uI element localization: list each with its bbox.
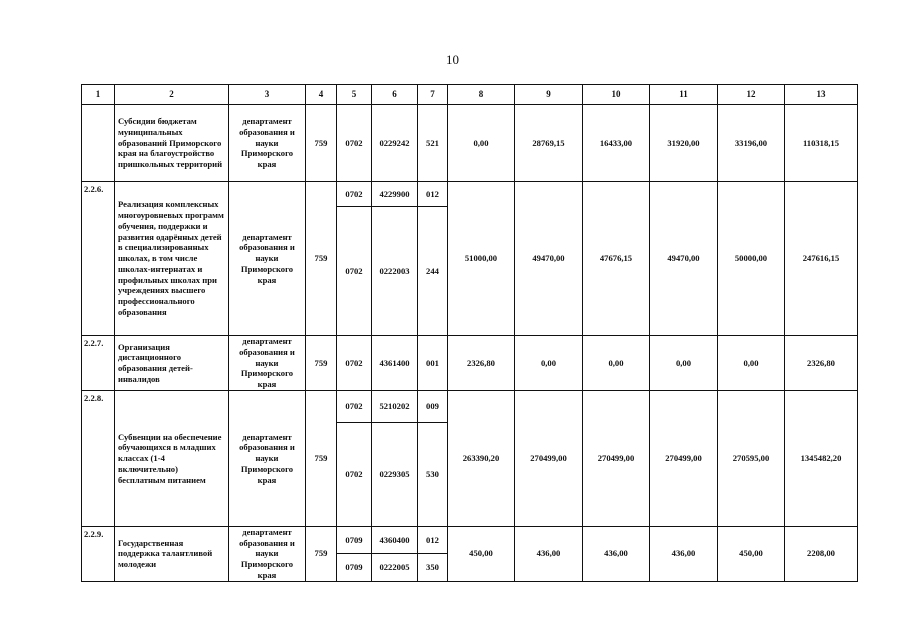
row-number: 2.2.8. bbox=[82, 391, 115, 527]
row-name: Государственная поддержка талантливой молодежи bbox=[115, 527, 229, 582]
row-department: департамент образования и науки Приморского края bbox=[229, 336, 306, 391]
row-name: Субсидии бюджетам муниципальных образований Приморского края на благоустройство пришкольных территорий bbox=[115, 105, 229, 182]
row-value-col10: 270499,00 bbox=[583, 391, 650, 527]
row-code-col4: 759 bbox=[306, 391, 337, 527]
row-name: Реализация комплексных многоуровневых программ обучения, поддержки и развития одарённых детей в специализированных школах, в том числе школах-интернатах и профильных школах при учреждениях высшего профессионального образования bbox=[115, 182, 229, 336]
row-value-col10: 47676,15 bbox=[583, 182, 650, 336]
budget-table bbox=[81, 84, 858, 582]
row-code-col5: 0702 bbox=[337, 182, 372, 207]
row-code-col4: 759 bbox=[306, 105, 337, 182]
row-code-col7: 012 bbox=[418, 182, 448, 207]
row-value-col13: 247616,15 bbox=[785, 182, 858, 336]
row-value-col8: 0,00 bbox=[448, 105, 515, 182]
page-number: 10 bbox=[446, 52, 459, 67]
row-code-col6: 0222005 bbox=[372, 554, 418, 581]
row-code-col6: 4229900 bbox=[372, 182, 418, 207]
row-department: департамент образования и науки Приморского края bbox=[229, 391, 306, 527]
row-code-col5: 0702 bbox=[337, 207, 372, 336]
column-header: 10 bbox=[583, 85, 650, 105]
column-header: 8 bbox=[448, 85, 515, 105]
column-header: 2 bbox=[115, 85, 229, 105]
row-code-col5: 0702 bbox=[337, 336, 372, 391]
column-header: 4 bbox=[306, 85, 337, 105]
row-number bbox=[82, 105, 115, 182]
row-value-col11: 31920,00 bbox=[650, 105, 718, 182]
row-code-col5: 0702 bbox=[337, 391, 372, 423]
row-value-col11: 0,00 bbox=[650, 336, 718, 391]
row-value-col12: 450,00 bbox=[718, 527, 785, 582]
row-number: 2.2.7. bbox=[82, 336, 115, 391]
row-value-col9: 28769,15 bbox=[515, 105, 583, 182]
column-header: 12 bbox=[718, 85, 785, 105]
row-code-col6: 4361400 bbox=[372, 336, 418, 391]
row-value-col12: 0,00 bbox=[718, 336, 785, 391]
table-row bbox=[82, 336, 858, 391]
row-code-col4: 759 bbox=[306, 336, 337, 391]
row-code-col7: 009 bbox=[418, 391, 448, 423]
row-code-col7: 350 bbox=[418, 554, 448, 581]
column-header: 7 bbox=[418, 85, 448, 105]
row-value-col8: 51000,00 bbox=[448, 182, 515, 336]
row-value-col9: 270499,00 bbox=[515, 391, 583, 527]
row-code-col6: 4360400 bbox=[372, 527, 418, 554]
column-header: 13 bbox=[785, 85, 858, 105]
row-code-col7: 012 bbox=[418, 527, 448, 554]
column-header: 5 bbox=[337, 85, 372, 105]
table-row bbox=[82, 391, 858, 423]
row-code-col5: 0709 bbox=[337, 527, 372, 554]
row-value-col9: 49470,00 bbox=[515, 182, 583, 336]
table-row bbox=[82, 527, 858, 554]
row-code-col5: 0702 bbox=[337, 423, 372, 527]
row-value-col12: 270595,00 bbox=[718, 391, 785, 527]
row-number: 2.2.6. bbox=[82, 182, 115, 336]
row-value-col13: 110318,15 bbox=[785, 105, 858, 182]
row-code-col7: 530 bbox=[418, 423, 448, 527]
row-department: департамент образования и науки Приморского края bbox=[229, 527, 306, 582]
row-code-col6: 0229305 bbox=[372, 423, 418, 527]
row-value-col8: 263390,20 bbox=[448, 391, 515, 527]
row-value-col10: 16433,00 bbox=[583, 105, 650, 182]
row-value-col8: 2326,80 bbox=[448, 336, 515, 391]
row-value-col9: 0,00 bbox=[515, 336, 583, 391]
row-value-col8: 450,00 bbox=[448, 527, 515, 582]
row-name: Субвенции на обеспечение обучающихся в младших классах (1-4 включительно) бесплатным питанием bbox=[115, 391, 229, 527]
row-value-col12: 50000,00 bbox=[718, 182, 785, 336]
row-value-col9: 436,00 bbox=[515, 527, 583, 582]
row-code-col4: 759 bbox=[306, 527, 337, 582]
row-code-col7: 001 bbox=[418, 336, 448, 391]
row-value-col10: 436,00 bbox=[583, 527, 650, 582]
row-code-col7: 244 bbox=[418, 207, 448, 336]
row-code-col5: 0709 bbox=[337, 554, 372, 581]
row-code-col6: 0222003 bbox=[372, 207, 418, 336]
table-row bbox=[82, 105, 858, 182]
row-department: департамент образования и науки Приморского края bbox=[229, 105, 306, 182]
table-row bbox=[82, 182, 858, 207]
row-value-col10: 0,00 bbox=[583, 336, 650, 391]
table-header-row bbox=[82, 85, 858, 105]
row-code-col6: 0229242 bbox=[372, 105, 418, 182]
row-name: Организация дистанционного образования детей-инвалидов bbox=[115, 336, 229, 391]
row-number: 2.2.9. bbox=[82, 527, 115, 582]
column-header: 6 bbox=[372, 85, 418, 105]
row-department: департамент образования и науки Приморского края bbox=[229, 182, 306, 336]
row-value-col11: 436,00 bbox=[650, 527, 718, 582]
row-value-col11: 49470,00 bbox=[650, 182, 718, 336]
row-value-col11: 270499,00 bbox=[650, 391, 718, 527]
row-value-col13: 2208,00 bbox=[785, 527, 858, 582]
row-code-col7: 521 bbox=[418, 105, 448, 182]
column-header: 11 bbox=[650, 85, 718, 105]
row-value-col12: 33196,00 bbox=[718, 105, 785, 182]
column-header: 1 bbox=[82, 85, 115, 105]
row-code-col4: 759 bbox=[306, 182, 337, 336]
row-value-col13: 1345482,20 bbox=[785, 391, 858, 527]
column-header: 9 bbox=[515, 85, 583, 105]
row-code-col5: 0702 bbox=[337, 105, 372, 182]
column-header: 3 bbox=[229, 85, 306, 105]
row-code-col6: 5210202 bbox=[372, 391, 418, 423]
row-value-col13: 2326,80 bbox=[785, 336, 858, 391]
